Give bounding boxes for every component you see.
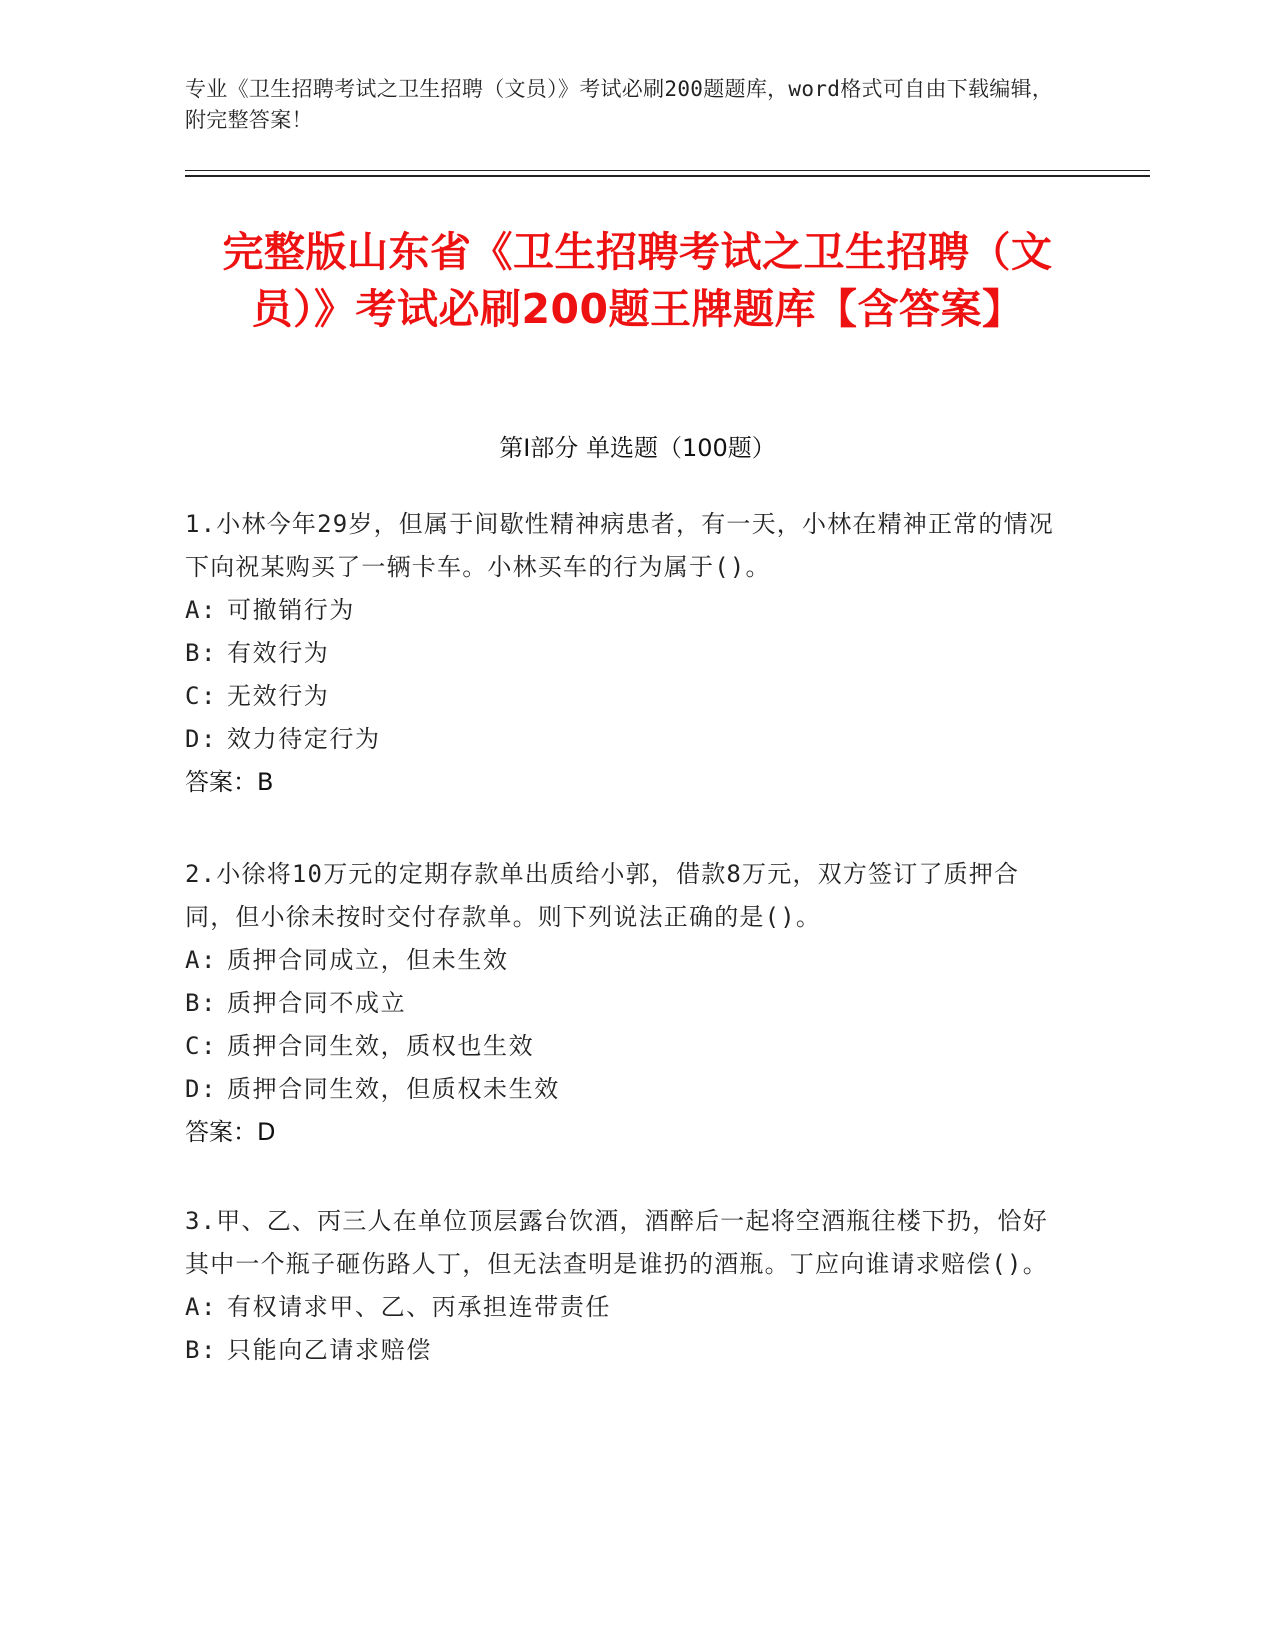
option-text: 质押合同生效，但质权未生效 [227,1075,560,1103]
option-key: D: [185,1075,218,1103]
option-key: D: [185,725,218,753]
option-a [185,1286,1055,1329]
header-note: 专业《卫生招聘考试之卫生招聘（文员）》考试必刷200题题库，word格式可自由下载编辑，附完整答案！ [185,77,1054,132]
option-key: B: [185,1336,218,1364]
option-text: 有效行为 [227,639,330,667]
option-key: C: [185,682,218,710]
option-key: A: [185,596,218,624]
option-text: 效力待定行为 [227,725,381,753]
question-stem: 3.甲、乙、丙三人在单位顶层露台饮酒，酒醉后一起将空酒瓶往楼下扔，恰好其中一个瓶子砸伤路人丁，但无法查明是谁扔的酒瓶。丁应向谁请求赔偿()。 [185,1207,1048,1278]
answer-line: 答案：D [185,1118,276,1146]
header-rule-thick [185,175,1150,177]
option-text: 质押合同不成立 [227,989,407,1017]
option-key: B: [185,639,218,667]
option-c [185,675,1055,718]
question-2 [185,853,1055,1154]
option-b [185,982,1055,1025]
option-key: A: [185,946,218,974]
document-title: 完整版山东省《卫生招聘考试之卫生招聘（文员）》考试必刷200题王牌题库【含答案】 [222,228,1053,333]
section-heading: 第I部分 单选题（100题） [499,434,776,462]
option-a [185,939,1055,982]
question-stem: 1.小林今年29岁，但属于间歇性精神病患者，有一天，小林在精神正常的情况下向祝某购买了一辆卡车。小林买车的行为属于()。 [185,510,1054,581]
answer-line: 答案：B [185,768,274,796]
question-3 [185,1200,1055,1372]
option-text: 质押合同成立，但未生效 [227,946,509,974]
option-key: B: [185,989,218,1017]
option-text: 可撤销行为 [227,596,355,624]
question-1 [185,503,1055,804]
option-text: 只能向乙请求赔偿 [227,1336,432,1364]
option-key: A: [185,1293,218,1321]
option-b [185,632,1055,675]
question-stem: 2.小徐将10万元的定期存款单出质给小郭，借款8万元，双方签订了质押合同，但小徐未按时交付存款单。则下列说法正确的是()。 [185,860,1020,931]
option-text: 有权请求甲、乙、丙承担连带责任 [227,1293,611,1321]
option-a [185,589,1055,632]
header-rule-thin [185,170,1150,171]
option-key: C: [185,1032,218,1060]
option-d [185,718,1055,761]
option-text: 无效行为 [227,682,330,710]
option-text: 质押合同生效，质权也生效 [227,1032,535,1060]
option-d [185,1068,1055,1111]
option-b [185,1329,1055,1372]
option-c [185,1025,1055,1068]
